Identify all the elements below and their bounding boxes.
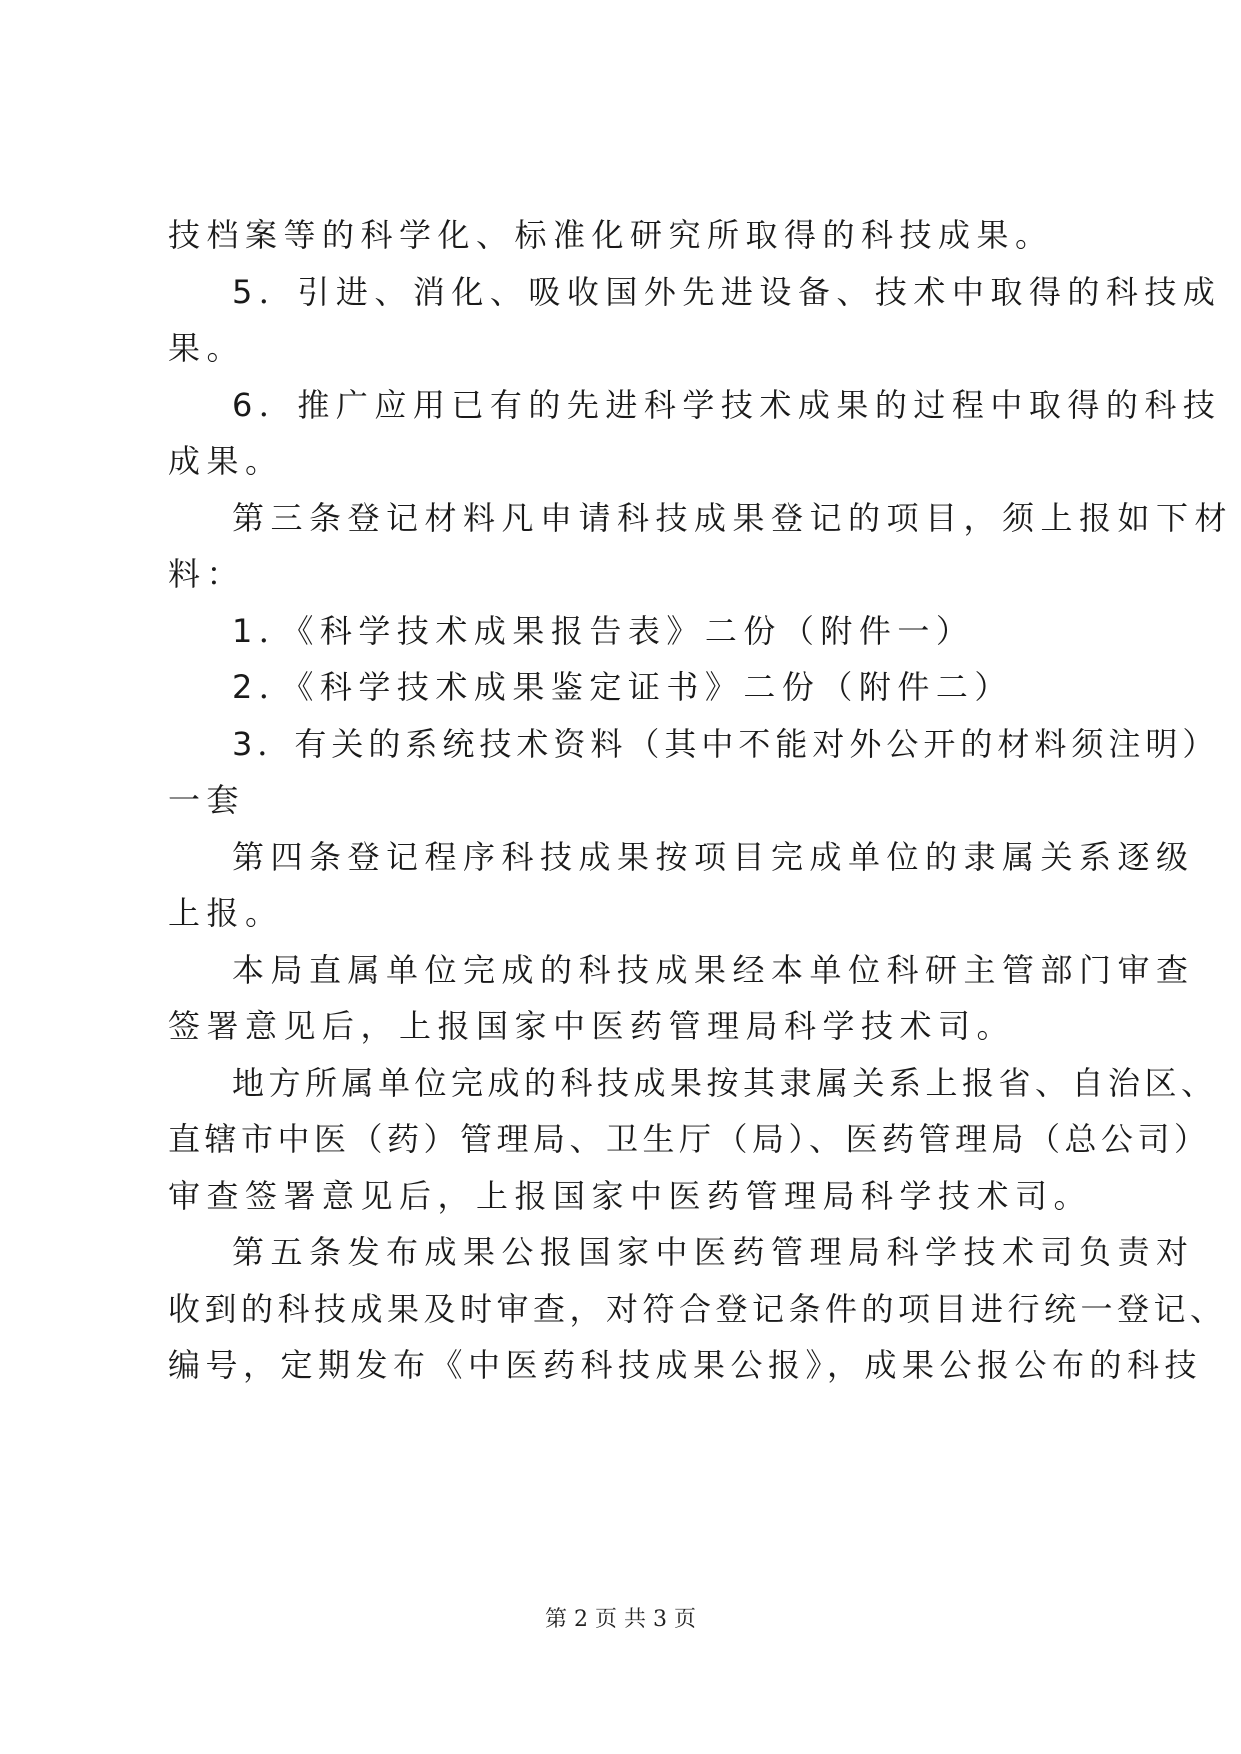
text-line: 编号，定期发布《中医药科技成果公报》，成果公报公布的科技: [168, 1346, 1203, 1384]
text-line: 上报。: [168, 894, 284, 932]
text-line: 2．《科学技术成果鉴定证书》二份（附件二）: [232, 668, 1013, 706]
text-line: 第五条发布成果公报国家中医药管理局科学技术司负责对: [232, 1233, 1195, 1271]
text-line: 3．有关的系统技术资料（其中不能对外公开的材料须注明）: [232, 725, 1220, 763]
text-line: 一套: [168, 781, 246, 819]
text-line: 本局直属单位完成的科技成果经本单位科研主管部门审查: [232, 951, 1195, 989]
text-line: 地方所属单位完成的科技成果按其隶属关系上报省、自治区、: [232, 1064, 1218, 1102]
text-line: 第四条登记程序科技成果按项目完成单位的隶属关系逐级: [232, 838, 1195, 876]
text-line: 直辖市中医（药）管理局、卫生厅（局）、医药管理局（总公司）: [168, 1120, 1211, 1158]
text-line: 1．《科学技术成果报告表》二份（附件一）: [232, 612, 975, 650]
text-line: 签署意见后，上报国家中医药管理局科学技术司。: [168, 1007, 1016, 1045]
text-line: 6．推广应用已有的先进科学技术成果的过程中取得的科技: [232, 386, 1222, 424]
page-number-footer: 第 2 页 共 3 页: [545, 1607, 696, 1632]
text-line: 果。: [168, 329, 246, 367]
text-line: 第三条登记材料凡申请科技成果登记的项目，须上报如下材: [232, 499, 1234, 537]
text-line: 审查签署意见后，上报国家中医药管理局科学技术司。: [168, 1177, 1093, 1215]
text-line: 收到的科技成果及时审查，对符合登记条件的项目进行统一登记、: [168, 1290, 1227, 1328]
text-line: 技档案等的科学化、标准化研究所取得的科技成果。: [168, 216, 1054, 254]
text-line: 成果。: [168, 442, 284, 480]
text-line: 5．引进、消化、吸收国外先进设备、技术中取得的科技成: [232, 273, 1222, 311]
text-line: 料：: [168, 555, 246, 593]
